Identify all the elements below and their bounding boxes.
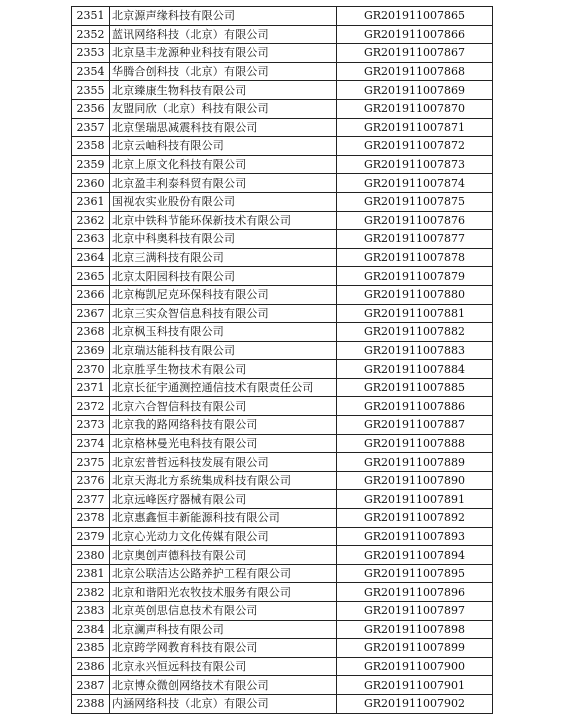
table-row <box>72 248 493 267</box>
certificate-number: GR201911007878 <box>337 248 493 267</box>
table-row <box>72 564 493 583</box>
row-number: 2380 <box>72 546 110 565</box>
table-row <box>72 118 493 137</box>
row-number: 2387 <box>72 676 110 695</box>
company-name: 北京中科奥科技有限公司 <box>110 230 337 249</box>
company-name: 北京中铁科节能环保新技术有限公司 <box>110 211 337 230</box>
certificate-number: GR201911007868 <box>337 62 493 81</box>
row-number: 2357 <box>72 118 110 137</box>
table-row <box>72 285 493 304</box>
certificate-number: GR201911007867 <box>337 44 493 63</box>
certificate-number: GR201911007873 <box>337 155 493 174</box>
certificate-number: GR201911007884 <box>337 360 493 379</box>
certificate-number: GR201911007899 <box>337 639 493 658</box>
certificate-number: GR201911007895 <box>337 564 493 583</box>
company-name: 北京我的路网络科技有限公司 <box>110 416 337 435</box>
table-row <box>72 527 493 546</box>
row-number: 2373 <box>72 416 110 435</box>
company-name: 北京奥创声德科技有限公司 <box>110 546 337 565</box>
table-row <box>72 360 493 379</box>
row-number: 2376 <box>72 471 110 490</box>
company-name: 北京盈丰利泰科贸有限公司 <box>110 174 337 193</box>
row-number: 2355 <box>72 81 110 100</box>
table-row <box>72 230 493 249</box>
row-number: 2379 <box>72 527 110 546</box>
company-name: 北京云岫科技有限公司 <box>110 137 337 156</box>
row-number: 2377 <box>72 490 110 509</box>
certificate-number: GR201911007886 <box>337 397 493 416</box>
certificate-number: GR201911007885 <box>337 378 493 397</box>
row-number: 2353 <box>72 44 110 63</box>
table-row <box>72 62 493 81</box>
table-row <box>72 509 493 528</box>
row-number: 2358 <box>72 137 110 156</box>
table-row <box>72 657 493 676</box>
table-row <box>72 639 493 658</box>
certificate-number: GR201911007866 <box>337 25 493 44</box>
company-name: 北京和谐阳光农牧技术服务有限公司 <box>110 583 337 602</box>
row-number: 2388 <box>72 694 110 713</box>
table-row <box>72 137 493 156</box>
row-number: 2369 <box>72 341 110 360</box>
enterprise-table <box>71 6 493 714</box>
certificate-number: GR201911007897 <box>337 602 493 621</box>
row-number: 2351 <box>72 7 110 26</box>
table-row <box>72 676 493 695</box>
company-name: 内涵网络科技（北京）有限公司 <box>110 694 337 713</box>
certificate-number: GR201911007882 <box>337 323 493 342</box>
certificate-number: GR201911007875 <box>337 192 493 211</box>
company-name: 北京心光动力文化传媒有限公司 <box>110 527 337 546</box>
row-number: 2375 <box>72 453 110 472</box>
table-row <box>72 620 493 639</box>
row-number: 2368 <box>72 323 110 342</box>
certificate-number: GR201911007896 <box>337 583 493 602</box>
row-number: 2383 <box>72 602 110 621</box>
certificate-number: GR201911007874 <box>337 174 493 193</box>
company-name: 国视农实业股份有限公司 <box>110 192 337 211</box>
table-row <box>72 44 493 63</box>
company-name: 北京臻康生物科技有限公司 <box>110 81 337 100</box>
certificate-number: GR201911007880 <box>337 285 493 304</box>
table-row <box>72 192 493 211</box>
row-number: 2367 <box>72 304 110 323</box>
table-row <box>72 304 493 323</box>
company-name: 北京胜孚生物技术有限公司 <box>110 360 337 379</box>
company-name: 北京梅凯尼克环保科技有限公司 <box>110 285 337 304</box>
row-number: 2386 <box>72 657 110 676</box>
certificate-number: GR201911007865 <box>337 7 493 26</box>
table-row <box>72 155 493 174</box>
certificate-number: GR201911007888 <box>337 434 493 453</box>
certificate-number: GR201911007881 <box>337 304 493 323</box>
company-name: 北京三实众智信息科技有限公司 <box>110 304 337 323</box>
certificate-number: GR201911007893 <box>337 527 493 546</box>
certificate-number: GR201911007890 <box>337 471 493 490</box>
table-row <box>72 416 493 435</box>
row-number: 2363 <box>72 230 110 249</box>
company-name: 北京堡瑞思减震科技有限公司 <box>110 118 337 137</box>
row-number: 2364 <box>72 248 110 267</box>
row-number: 2360 <box>72 174 110 193</box>
table-row <box>72 694 493 713</box>
company-name: 北京太阳园科技有限公司 <box>110 267 337 286</box>
table-row <box>72 397 493 416</box>
certificate-number: GR201911007892 <box>337 509 493 528</box>
table-row <box>72 174 493 193</box>
certificate-number: GR201911007894 <box>337 546 493 565</box>
table-row <box>72 471 493 490</box>
row-number: 2372 <box>72 397 110 416</box>
company-name: 蓝讯网络科技（北京）有限公司 <box>110 25 337 44</box>
company-name: 北京瑞达能科技有限公司 <box>110 341 337 360</box>
table-row <box>72 546 493 565</box>
company-name: 北京宏普哲远科技发展有限公司 <box>110 453 337 472</box>
table-row <box>72 7 493 26</box>
company-name: 华腾合创科技（北京）有限公司 <box>110 62 337 81</box>
table-row <box>72 25 493 44</box>
table-row <box>72 99 493 118</box>
row-number: 2378 <box>72 509 110 528</box>
table-row <box>72 378 493 397</box>
company-name: 北京公联洁达公路养护工程有限公司 <box>110 564 337 583</box>
row-number: 2359 <box>72 155 110 174</box>
document-page <box>71 6 487 714</box>
certificate-number: GR201911007891 <box>337 490 493 509</box>
certificate-number: GR201911007869 <box>337 81 493 100</box>
row-number: 2381 <box>72 564 110 583</box>
table-row <box>72 490 493 509</box>
certificate-number: GR201911007889 <box>337 453 493 472</box>
certificate-number: GR201911007877 <box>337 230 493 249</box>
company-name: 北京博众微创网络技术有限公司 <box>110 676 337 695</box>
table-row <box>72 323 493 342</box>
certificate-number: GR201911007902 <box>337 694 493 713</box>
row-number: 2371 <box>72 378 110 397</box>
table-row <box>72 81 493 100</box>
row-number: 2365 <box>72 267 110 286</box>
table-row <box>72 453 493 472</box>
company-name: 北京永兴恒远科技有限公司 <box>110 657 337 676</box>
certificate-number: GR201911007871 <box>337 118 493 137</box>
company-name: 北京英创思信息技术有限公司 <box>110 602 337 621</box>
company-name: 北京天海北方系统集成科技有限公司 <box>110 471 337 490</box>
row-number: 2374 <box>72 434 110 453</box>
table-row <box>72 434 493 453</box>
company-name: 北京枫玉科技有限公司 <box>110 323 337 342</box>
table-row <box>72 583 493 602</box>
certificate-number: GR201911007876 <box>337 211 493 230</box>
certificate-number: GR201911007900 <box>337 657 493 676</box>
table-row <box>72 267 493 286</box>
row-number: 2385 <box>72 639 110 658</box>
company-name: 北京六合智信科技有限公司 <box>110 397 337 416</box>
table-body <box>72 7 493 714</box>
company-name: 北京源声缘科技有限公司 <box>110 7 337 26</box>
certificate-number: GR201911007879 <box>337 267 493 286</box>
certificate-number: GR201911007872 <box>337 137 493 156</box>
company-name: 北京格林曼光电科技有限公司 <box>110 434 337 453</box>
row-number: 2370 <box>72 360 110 379</box>
row-number: 2362 <box>72 211 110 230</box>
company-name: 友盟同欣（北京）科技有限公司 <box>110 99 337 118</box>
table-row <box>72 602 493 621</box>
table-row <box>72 341 493 360</box>
certificate-number: GR201911007901 <box>337 676 493 695</box>
company-name: 北京惠鑫恒丰新能源科技有限公司 <box>110 509 337 528</box>
row-number: 2382 <box>72 583 110 602</box>
certificate-number: GR201911007887 <box>337 416 493 435</box>
certificate-number: GR201911007883 <box>337 341 493 360</box>
row-number: 2384 <box>72 620 110 639</box>
company-name: 北京上原文化科技有限公司 <box>110 155 337 174</box>
row-number: 2352 <box>72 25 110 44</box>
company-name: 北京澜声科技有限公司 <box>110 620 337 639</box>
row-number: 2361 <box>72 192 110 211</box>
company-name: 北京三满科技有限公司 <box>110 248 337 267</box>
certificate-number: GR201911007898 <box>337 620 493 639</box>
company-name: 北京长征宇通测控通信技术有限责任公司 <box>110 378 337 397</box>
company-name: 北京垦丰龙源种业科技有限公司 <box>110 44 337 63</box>
certificate-number: GR201911007870 <box>337 99 493 118</box>
row-number: 2366 <box>72 285 110 304</box>
row-number: 2354 <box>72 62 110 81</box>
table-row <box>72 211 493 230</box>
company-name: 北京远峰医疗器械有限公司 <box>110 490 337 509</box>
row-number: 2356 <box>72 99 110 118</box>
company-name: 北京跨学网教育科技有限公司 <box>110 639 337 658</box>
